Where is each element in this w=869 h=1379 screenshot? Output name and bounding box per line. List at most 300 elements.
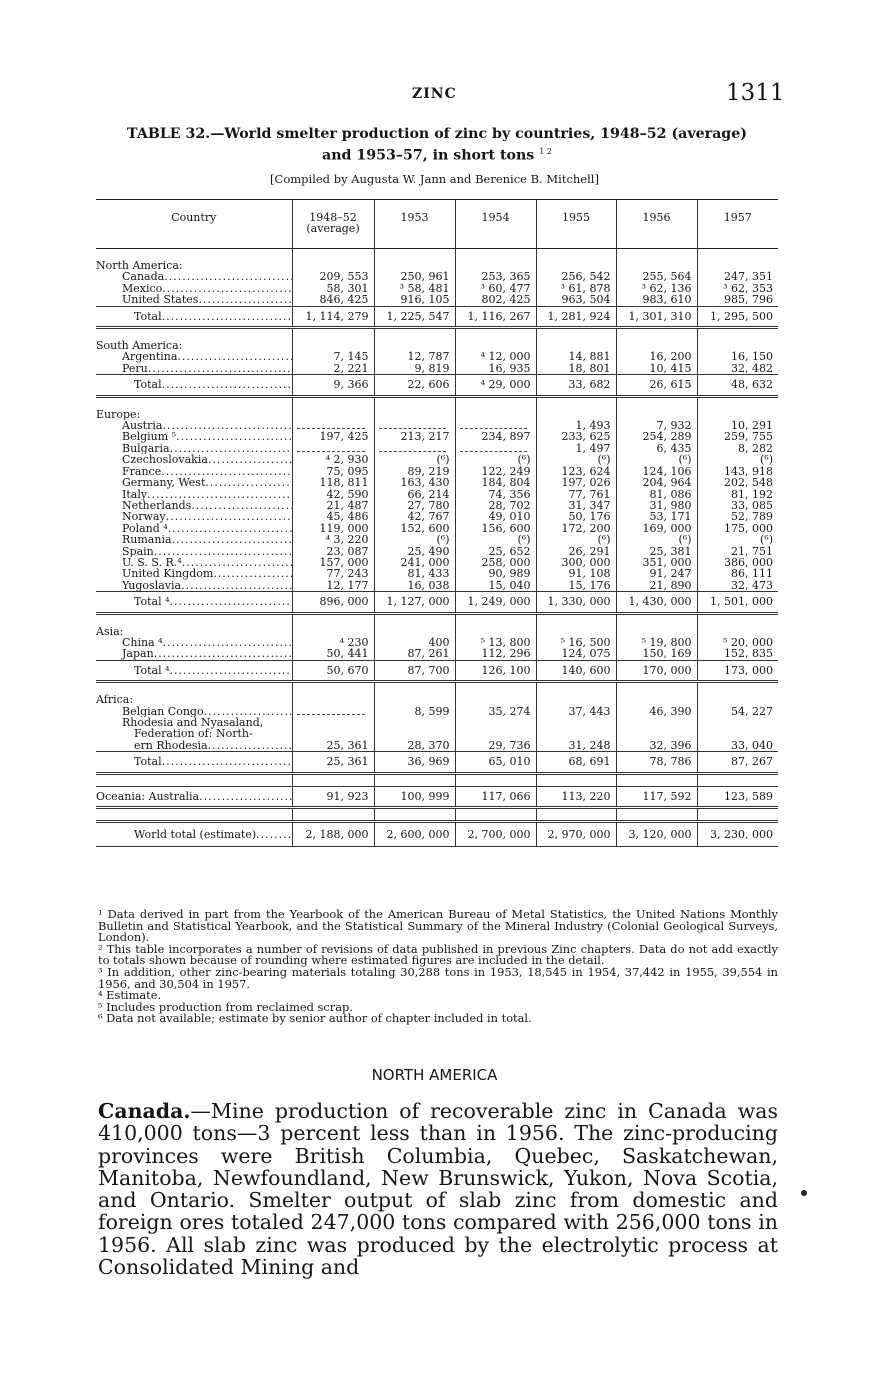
country-line: Federation of: North- xyxy=(134,727,253,741)
country-name: Total ..... xyxy=(96,379,292,390)
value-cell: 31, 347 xyxy=(536,500,616,511)
zinc-production-table xyxy=(96,199,778,847)
spacer-cell xyxy=(455,773,536,786)
empty-cell xyxy=(455,694,536,705)
table-row xyxy=(96,511,778,522)
spacer-cell xyxy=(536,396,616,409)
country-cell xyxy=(96,717,292,752)
empty-cell xyxy=(697,694,778,705)
no-data-dash xyxy=(379,420,446,429)
no-data-dash xyxy=(297,443,365,452)
no-data-dash xyxy=(297,706,365,715)
country-name: Argentina ..... xyxy=(96,351,292,362)
country-name: United States ..... xyxy=(96,294,292,305)
total-row xyxy=(96,306,778,327)
value-cell: 1, 330, 000 xyxy=(536,592,616,613)
value-cell: ⁵ 19, 800 xyxy=(616,637,697,648)
value-cell: 33, 682 xyxy=(536,375,616,396)
value-cell: 197, 425 xyxy=(292,431,374,442)
value-cell: 300, 000 xyxy=(536,557,616,568)
value-cell: ³ 62, 136 xyxy=(616,283,697,294)
value-cell: 6, 435 xyxy=(616,443,697,454)
value-cell: 1, 225, 547 xyxy=(374,306,455,327)
country-line: Rhodesia and Nyasaland, xyxy=(122,717,264,729)
country-name: Italy ..... xyxy=(96,489,292,500)
country-name: Total ⁴ ..... xyxy=(96,596,292,607)
spacer-cell xyxy=(697,328,778,341)
value-cell: 2, 970, 000 xyxy=(536,822,616,847)
value-cell: 21, 751 xyxy=(697,546,778,557)
spacer-cell xyxy=(536,328,616,341)
country-name: Yugoslavia ..... xyxy=(96,580,292,591)
total-row xyxy=(96,375,778,396)
margin-mark xyxy=(801,1190,807,1196)
spacer-cell xyxy=(374,773,455,786)
region-label: Africa: xyxy=(96,694,134,706)
spacer-cell xyxy=(455,682,536,695)
country-cell xyxy=(96,648,292,660)
value-cell: 916, 105 xyxy=(374,294,455,306)
value-cell: 25, 361 xyxy=(292,752,374,773)
spacer-cell xyxy=(697,682,778,695)
value-cell: 204, 964 xyxy=(616,477,697,488)
value-cell: 46, 390 xyxy=(616,706,697,717)
spacer-cell xyxy=(455,613,536,626)
country-name: Germany, West ..... xyxy=(96,477,292,488)
spacer-cell xyxy=(536,613,616,626)
empty-cell xyxy=(616,694,697,705)
region-label: South America: xyxy=(96,340,183,352)
country-cell xyxy=(96,534,292,545)
country-cell xyxy=(96,431,292,442)
value-cell: 150, 169 xyxy=(616,648,697,660)
table-caption-line-2 xyxy=(98,143,776,165)
value-cell: 117, 066 xyxy=(455,786,536,807)
empty-cell xyxy=(536,694,616,705)
value-cell: 18, 801 xyxy=(536,363,616,375)
value-cell: 66, 214 xyxy=(374,489,455,500)
country-cell xyxy=(96,637,292,648)
value-cell: 27, 780 xyxy=(374,500,455,511)
value-cell: 213, 217 xyxy=(374,431,455,442)
country-cell xyxy=(96,271,292,282)
value-cell: 10, 291 xyxy=(697,420,778,431)
value-cell: 75, 095 xyxy=(292,466,374,477)
region-label: Europe: xyxy=(96,408,141,421)
spacer-cell xyxy=(374,808,455,822)
country-name: Czechoslovakia ..... xyxy=(96,454,292,465)
table-row xyxy=(96,706,778,717)
value-cell: ³ 58, 481 xyxy=(374,283,455,294)
value-cell: ³ 60, 477 xyxy=(455,283,536,294)
value-cell: 113, 220 xyxy=(536,786,616,807)
country-cell xyxy=(96,500,292,511)
table-header-row xyxy=(96,200,778,249)
value-cell: 49, 010 xyxy=(455,511,536,522)
value-cell: 12, 787 xyxy=(374,351,455,362)
value-cell: (⁶) xyxy=(374,534,455,545)
table-row xyxy=(96,786,778,807)
value-cell: 45, 486 xyxy=(292,511,374,522)
country-line: ern Rhodesia ..... xyxy=(96,740,292,751)
value-cell: 117, 592 xyxy=(616,786,697,807)
empty-cell xyxy=(374,694,455,705)
value-cell: 89, 219 xyxy=(374,466,455,477)
value-cell: 77, 243 xyxy=(292,568,374,579)
country-name: France ..... xyxy=(96,466,292,477)
country-cell xyxy=(96,351,292,362)
spacer-cell xyxy=(455,396,536,409)
table-row xyxy=(96,454,778,465)
caption-footnote-refs: 1 2 xyxy=(539,147,552,156)
country-cell xyxy=(96,822,292,847)
spacer-cell xyxy=(292,396,374,409)
value-cell: 1, 114, 279 xyxy=(292,306,374,327)
value-cell: 802, 425 xyxy=(455,294,536,306)
value-cell: 42, 767 xyxy=(374,511,455,522)
value-cell: 15, 176 xyxy=(536,580,616,592)
value-cell: 32, 473 xyxy=(697,580,778,592)
value-cell: 983, 610 xyxy=(616,294,697,306)
spacer-cell xyxy=(697,396,778,409)
value-cell: 241, 000 xyxy=(374,557,455,568)
value-cell: 3, 230, 000 xyxy=(697,822,778,847)
value-cell: (⁶) xyxy=(616,534,697,545)
country-cell xyxy=(96,523,292,534)
no-data-dash xyxy=(379,443,446,452)
value-cell: 896, 000 xyxy=(292,592,374,613)
value-cell: 250, 961 xyxy=(374,271,455,282)
country-name: Mexico ..... xyxy=(96,283,292,294)
value-cell: 50, 176 xyxy=(536,511,616,522)
value-cell: 33, 085 xyxy=(697,500,778,511)
footnote-2: ² This table incorporates a number of revisions of data published in previous Zinc chapters. Data do not add exactly to totals shown because of rounding where estimated figures are included in the detail. xyxy=(98,941,778,968)
country-name: China ⁴ ..... xyxy=(96,637,292,648)
spacer-cell xyxy=(616,613,697,626)
spacer-cell xyxy=(697,808,778,822)
value-cell: (⁶) xyxy=(616,454,697,465)
value-cell: 118, 811 xyxy=(292,477,374,488)
country-cell xyxy=(96,592,292,613)
country-cell xyxy=(96,660,292,681)
value-cell: 16, 150 xyxy=(697,351,778,362)
value-cell: 16, 038 xyxy=(374,580,455,592)
value-cell: (⁶) xyxy=(374,454,455,465)
paragraph-text: —Mine production of recoverable zinc in Canada was 410,000 tons—3 percent less than in 1956. The zinc-producing provinces were British Columbia, Quebec, Saskatchewan, Manitoba, Newfoundland, New Brunswick, Yukon, Nova Scotia, and Ontario. Smelter output of slab zinc from domestic and foreign ores totaled 247,000 tons compared with 256,000 tons in 1956. All slab zinc was produced by the electrolytic process at Consolidated Mining and xyxy=(98,1099,778,1280)
region-label: North America: xyxy=(96,260,183,272)
value-cell: 1, 493 xyxy=(536,420,616,431)
value-cell: 233, 625 xyxy=(536,431,616,442)
footnote-1: ¹ Data derived in part from the Yearbook of the American Bureau of Metal Statistics, the United Nations Monthly Bulletin and Statistical Yearbook, and the Statistical Summary of the Mineral Industry (Colonial Geological Surveys, London). xyxy=(98,907,778,945)
table-row xyxy=(96,648,778,660)
value-cell: 32, 482 xyxy=(697,363,778,375)
spacer-cell xyxy=(616,328,697,341)
country-cell xyxy=(96,706,292,717)
country-name: Peru ..... xyxy=(96,363,292,374)
spacer-cell xyxy=(374,328,455,341)
value-cell: 123, 624 xyxy=(536,466,616,477)
country-name: Norway ..... xyxy=(96,511,292,522)
value-cell: 32, 396 xyxy=(616,717,697,752)
spacer-cell xyxy=(455,328,536,341)
country-cell xyxy=(96,511,292,522)
value-cell: 87, 700 xyxy=(374,660,455,681)
value-cell: 126, 100 xyxy=(455,660,536,681)
spacer-cell xyxy=(616,249,697,261)
spacer-cell xyxy=(536,249,616,261)
spacer-cell xyxy=(96,682,292,695)
value-cell: 259, 755 xyxy=(697,431,778,442)
value-cell: 8, 282 xyxy=(697,443,778,454)
table-row xyxy=(96,363,778,375)
value-cell: 124, 075 xyxy=(536,648,616,660)
country-cell xyxy=(96,283,292,294)
value-cell: 31, 980 xyxy=(616,500,697,511)
spacer-cell xyxy=(292,808,374,822)
country-name: Total ⁴ ..... xyxy=(96,665,292,676)
spacer-cell xyxy=(536,773,616,786)
country-name: Total ..... xyxy=(96,756,292,767)
value-cell: 21, 890 xyxy=(616,580,697,592)
footnote-6: ⁶ Data not available; estimate by senior author of chapter included in total. xyxy=(98,1011,532,1026)
region-label: Asia: xyxy=(96,625,124,637)
country-cell xyxy=(96,306,292,327)
col-header-1957: 1957 xyxy=(697,200,778,249)
country-cell xyxy=(96,568,292,579)
spacer-cell xyxy=(374,249,455,261)
spacer-cell xyxy=(616,808,697,822)
country-cell xyxy=(96,489,292,500)
running-header xyxy=(0,80,869,110)
spacer-cell xyxy=(374,396,455,409)
value-cell: 156, 600 xyxy=(455,523,536,534)
value-cell: 65, 010 xyxy=(455,752,536,773)
world-total-row xyxy=(96,822,778,847)
value-cell: 53, 171 xyxy=(616,511,697,522)
value-cell: 87, 267 xyxy=(697,752,778,773)
value-cell: 7, 932 xyxy=(616,420,697,431)
value-cell: 9, 819 xyxy=(374,363,455,375)
spacer-cell xyxy=(96,808,292,822)
value-cell: 91, 108 xyxy=(536,568,616,579)
spacer-row xyxy=(96,682,778,695)
value-cell: 846, 425 xyxy=(292,294,374,306)
value-cell: 169, 000 xyxy=(616,523,697,534)
value-cell: 386, 000 xyxy=(697,557,778,568)
value-cell: 2, 700, 000 xyxy=(455,822,536,847)
value-cell: 1, 430, 000 xyxy=(616,592,697,613)
value-cell: 1, 116, 267 xyxy=(455,306,536,327)
country-name: Oceania: Australia ..... xyxy=(96,791,292,802)
value-cell: 26, 615 xyxy=(616,375,697,396)
value-cell: 173, 000 xyxy=(697,660,778,681)
table-row xyxy=(96,477,778,488)
spacer-cell xyxy=(374,613,455,626)
value-cell: 152, 835 xyxy=(697,648,778,660)
table-caption-line-2-text: and 1953–57, in short tons xyxy=(322,147,535,164)
no-data-dash xyxy=(297,420,365,429)
country-cell xyxy=(96,580,292,592)
spacer-cell xyxy=(697,249,778,261)
country-name: Belgian Congo ..... xyxy=(96,706,292,717)
footnote-3: ³ In addition, other zinc-bearing materials totaling 30,288 tons in 1953, 18,545 in 1954, 37,442 in 1955, 39,554 in 1956, and 30,504 in 1957. xyxy=(98,964,778,991)
country-name: United Kingdom ..... xyxy=(96,568,292,579)
total-row xyxy=(96,752,778,773)
empty-cell xyxy=(374,409,455,420)
value-cell: 81, 192 xyxy=(697,489,778,500)
spacer-cell xyxy=(455,249,536,261)
value-cell: ³ 61, 878 xyxy=(536,283,616,294)
value-cell: 3, 120, 000 xyxy=(616,822,697,847)
page-number: 1311 xyxy=(726,80,785,106)
country-cell xyxy=(96,557,292,568)
value-cell: 25, 381 xyxy=(616,546,697,557)
spacer-row xyxy=(96,396,778,409)
value-cell: 74, 356 xyxy=(455,489,536,500)
value-cell: 9, 366 xyxy=(292,375,374,396)
value-cell: ³ 62, 353 xyxy=(697,283,778,294)
value-cell: 254, 289 xyxy=(616,431,697,442)
value-cell: 33, 040 xyxy=(697,717,778,752)
country-name: Netherlands ..... xyxy=(96,500,292,511)
spacer-cell xyxy=(96,613,292,626)
empty-cell xyxy=(455,409,536,420)
value-cell: 258, 000 xyxy=(455,557,536,568)
col-header-1953: 1953 xyxy=(374,200,455,249)
spacer-cell xyxy=(96,328,292,341)
footnotes xyxy=(98,909,778,1025)
spacer-row xyxy=(96,613,778,626)
value-cell: 78, 786 xyxy=(616,752,697,773)
spacer-row xyxy=(96,249,778,261)
value-cell: 50, 441 xyxy=(292,648,374,660)
value-cell: 140, 600 xyxy=(536,660,616,681)
country-cell xyxy=(96,363,292,375)
country-cell xyxy=(96,477,292,488)
value-cell: 87, 261 xyxy=(374,648,455,660)
country-name: Austria ..... xyxy=(96,420,292,431)
value-cell: 1, 295, 500 xyxy=(697,306,778,327)
country-name: World total (estimate) ..... xyxy=(96,829,292,840)
value-cell: 81, 433 xyxy=(374,568,455,579)
spacer-cell xyxy=(292,773,374,786)
value-cell: 1, 501, 000 xyxy=(697,592,778,613)
value-cell: 985, 796 xyxy=(697,294,778,306)
table-caption xyxy=(98,126,776,165)
value-cell: (⁶) xyxy=(455,454,536,465)
value-cell: 123, 589 xyxy=(697,786,778,807)
spacer-cell xyxy=(292,682,374,695)
value-cell: 23, 087 xyxy=(292,546,374,557)
value-cell: 36, 969 xyxy=(374,752,455,773)
value-cell: 28, 702 xyxy=(455,500,536,511)
value-cell: 163, 430 xyxy=(374,477,455,488)
spacer-cell xyxy=(96,396,292,409)
value-cell: 143, 918 xyxy=(697,466,778,477)
country-name: Total ..... xyxy=(96,311,292,322)
value-cell: (⁶) xyxy=(536,454,616,465)
value-cell: 54, 227 xyxy=(697,706,778,717)
value-cell: 52, 789 xyxy=(697,511,778,522)
section-heading: NORTH AMERICA xyxy=(371,1066,498,1084)
value-cell: 1, 249, 000 xyxy=(455,592,536,613)
spacer-cell xyxy=(697,773,778,786)
value-cell: 119, 000 xyxy=(292,523,374,534)
total-row xyxy=(96,660,778,681)
country-cell xyxy=(96,466,292,477)
value-cell: ⁴ 3, 220 xyxy=(292,534,374,545)
value-cell: 58, 301 xyxy=(292,283,374,294)
value-cell: (⁶) xyxy=(455,534,536,545)
value-cell: 7, 145 xyxy=(292,351,374,362)
value-cell: 50, 670 xyxy=(292,660,374,681)
spacer-cell xyxy=(374,682,455,695)
value-cell: ⁴ 29, 000 xyxy=(455,375,536,396)
value-cell: 400 xyxy=(374,637,455,648)
country-name: Spain ..... xyxy=(96,546,292,557)
footnote-5: ⁵ Includes production from reclaimed scrap. xyxy=(98,999,353,1014)
value-cell: 1, 301, 310 xyxy=(616,306,697,327)
value-cell: 22, 606 xyxy=(374,375,455,396)
col-header-country: Country xyxy=(96,200,292,249)
spacer-cell xyxy=(96,773,292,786)
value-cell: 172, 200 xyxy=(536,523,616,534)
value-cell: 100, 999 xyxy=(374,786,455,807)
value-cell: 170, 000 xyxy=(616,660,697,681)
value-cell: 8, 599 xyxy=(374,706,455,717)
col-header-1954: 1954 xyxy=(455,200,536,249)
spacer-cell xyxy=(536,808,616,822)
value-cell xyxy=(292,706,374,717)
value-cell: 25, 361 xyxy=(292,717,374,752)
value-cell: 197, 026 xyxy=(536,477,616,488)
spacer-cell xyxy=(292,249,374,261)
value-cell: 42, 590 xyxy=(292,489,374,500)
value-cell: ⁵ 20, 000 xyxy=(697,637,778,648)
spacer-cell xyxy=(536,682,616,695)
value-cell: 2, 600, 000 xyxy=(374,822,455,847)
spacer-row xyxy=(96,808,778,822)
total-row xyxy=(96,592,778,613)
value-cell: 86, 111 xyxy=(697,568,778,579)
value-cell: 37, 443 xyxy=(536,706,616,717)
country-cell xyxy=(96,420,292,431)
value-cell: 68, 691 xyxy=(536,752,616,773)
country-name: U. S. S. R.⁴ ..... xyxy=(96,557,292,568)
col-header-avg: 1948–52 (average) xyxy=(292,200,374,249)
value-cell: 256, 542 xyxy=(536,271,616,282)
value-cell: (⁶) xyxy=(697,534,778,545)
spacer-row xyxy=(96,773,778,786)
country-name: Canada ..... xyxy=(96,271,292,282)
value-cell: 15, 040 xyxy=(455,580,536,592)
spacer-cell xyxy=(616,773,697,786)
country-cell xyxy=(96,546,292,557)
table-row xyxy=(96,294,778,306)
footnote-4: ⁴ Estimate. xyxy=(98,988,162,1003)
value-cell: 81, 086 xyxy=(616,489,697,500)
value-cell: 1, 127, 000 xyxy=(374,592,455,613)
region-row xyxy=(96,694,778,705)
value-cell: ⁵ 13, 800 xyxy=(455,637,536,648)
value-cell: 247, 351 xyxy=(697,271,778,282)
country-cell xyxy=(96,454,292,465)
running-title: ZINC xyxy=(412,86,457,102)
compiled-by-note: [Compiled by Augusta W. Jann and Berenice B. Mitchell] xyxy=(270,172,599,186)
value-cell: 963, 504 xyxy=(536,294,616,306)
value-cell: 122, 249 xyxy=(455,466,536,477)
value-cell: 157, 000 xyxy=(292,557,374,568)
